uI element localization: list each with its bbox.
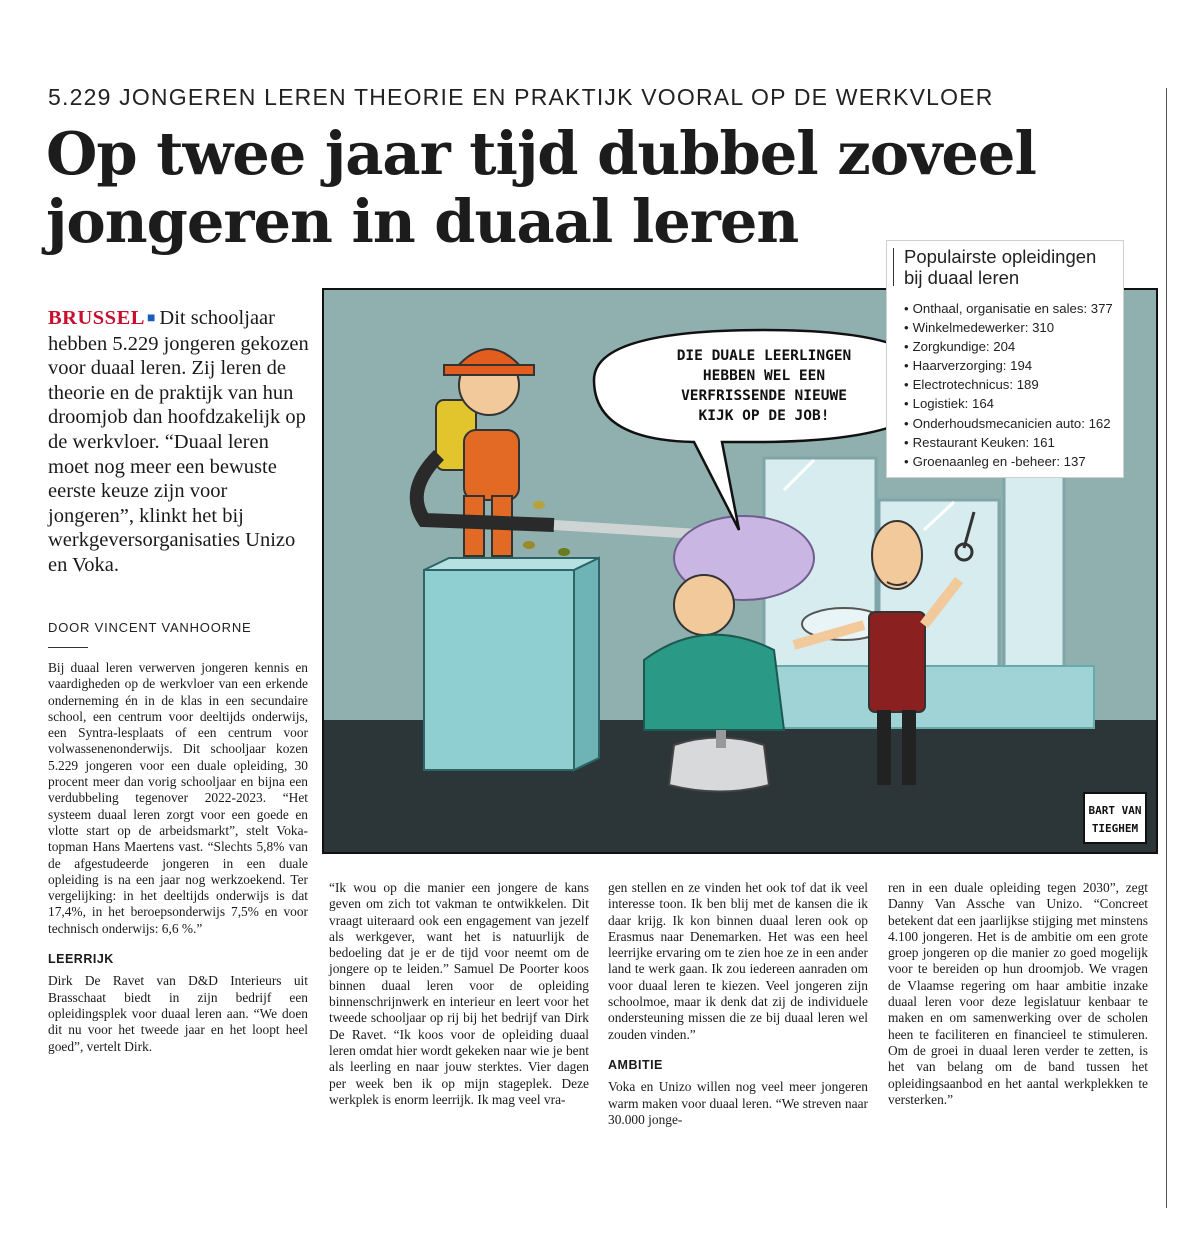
- list-item: • Electrotechnicus: 189: [904, 375, 1124, 394]
- body-column-4: [888, 880, 1148, 1108]
- body-column-1: [48, 660, 308, 1055]
- speech-line-4: KIJK OP DE JOB!: [698, 408, 830, 424]
- headline: Op twee jaar tijd dubbel zoveel jongeren in duaal leren: [46, 119, 1036, 256]
- body-column-3: [608, 880, 868, 1128]
- list-item: • Onthaal, organisatie en sales: 377: [904, 299, 1124, 318]
- list-item: • Haarverzorging: 194: [904, 356, 1124, 375]
- lead-text: Dit schooljaar hebben 5.229 jongeren gekozen voor duaal leren. Zij leren de theorie en de praktijk van hun droomjob dan hoofdzakelijk op de werkvloer. “Duaal leren moet nog meer een bewuste eerste keuze zijn voor jongeren”, klinkt het bij werkgeversorganisaties Unizo en Voka.: [48, 307, 309, 576]
- byline-rule: [48, 647, 88, 648]
- kicker: 5.229 JONGEREN LEREN THEORIE EN PRAKTIJK VOORAL OP DE WERKVLOER: [48, 84, 994, 110]
- list-item: • Zorgkundige: 204: [904, 337, 1124, 356]
- signature-line-2: TIEGHEM: [1091, 822, 1139, 835]
- list-item: • Onderhoudsmecanicien auto: 162: [904, 414, 1124, 433]
- body-paragraph: ren in een duale opleiding tegen 2030”, zegt Danny Van Assche van Unizo. “Concreet betekent dat een jaarlijkse stijging met minstens 4.100 jongeren. Het is de ambitie om een grote groep jongeren op die manier zo goed mogelijk voor te bereiden op hun droomjob. We vragen de Vlaamse regering om haar ambitie inzake duaal leren voor deze legislatuur kenbaar te maken en om samenwerking over de scholen heen te faciliteren en financieel te stimuleren. Om de groei in duaal leren verder te zetten, is het van belang om de band tussen het opleidingsaanbod en het aantal werkplekken te versterken.”: [888, 880, 1148, 1107]
- list-item: • Restaurant Keuken: 161: [904, 433, 1124, 452]
- list-item: • Groenaanleg en -beheer: 137: [904, 452, 1124, 471]
- signature-line-1: BART VAN: [1088, 804, 1142, 817]
- byline: DOOR VINCENT VANHOORNE: [48, 620, 252, 635]
- infobox-list: [904, 299, 1124, 471]
- body-paragraph: “Ik wou op die manier een jongere de kans geven om zich tot vakman te ontwikkelen. Dit vraagt uiteraard ook een engagement van jezelf als werkgever, want het is natuurlijk de bedoeling dat je er de tijd voor neemt om de jongere op te leiden.” Samuel De Poorter koos binnen duaal leren voor de opleiding binnenschrijnwerk en interieur en leert voor het tweede schooljaar op rij bij het bedrijf van Dirk De Ravet. “Ik koos voor de opleiding duaal leren omdat hier wordt gekeken naar wie je bent als leerling en naar jouw sterktes. Vier dagen per week ben ik op mijn stageplek. Deze werkplek is enorm leerrijk. Ik mag veel vra-: [329, 880, 589, 1107]
- body-paragraph: gen stellen en ze vinden het ook tof dat ik veel interesse toon. Ik ben blij met de kansen die ik daar krijg. Ik kon binnen duaal leren ook op Erasmus naar Denemarken. Het was een heel leerrijke ervaring om te zien hoe ze in een ander land te werk gaan. Ik zou iedereen aanraden om voor duaal leren te kiezen. Veel jongeren zijn schoolmoe, maar ik denk dat zij de individuele ondersteuning missen die ze bij duaal leren wel zouden vinden.”: [608, 880, 868, 1042]
- body-paragraph: Dirk De Ravet van D&D Interieurs uit Brasschaat biedt in zijn bedrijf een opleidingsplek voor duaal leren aan. “We doen dit nu voor het tweede jaar en het loopt heel goed”, vertelt Dirk.: [48, 973, 308, 1054]
- speech-line-2: HEBBEN WEL EEN: [702, 368, 826, 384]
- subheading-ambitie: AMBITIE: [608, 1057, 663, 1072]
- speech-line-3: VERFRISSENDE NIEUWE: [681, 388, 847, 404]
- lead-paragraph: [48, 306, 310, 578]
- infobox-rule: [893, 248, 894, 286]
- speech-line-1: DIE DUALE LEERLINGEN: [676, 348, 852, 364]
- subheading-leerrijk: LEERRIJK: [48, 952, 114, 967]
- infobox-title: Populairste opleidingen bij duaal leren: [904, 246, 1097, 288]
- dateline-square-icon: ■: [146, 311, 156, 326]
- list-item: • Logistiek: 164: [904, 394, 1124, 413]
- dateline: BRUSSEL: [48, 307, 145, 329]
- body-paragraph: Voka en Unizo willen nog veel meer jongeren warm maken voor duaal leren. “We streven naar 30.000 jonge-: [608, 1079, 868, 1127]
- column-rule: [1166, 88, 1167, 1208]
- list-item: • Winkelmedewerker: 310: [904, 318, 1124, 337]
- body-column-2: [329, 880, 589, 1108]
- body-paragraph: Bij duaal leren verwerven jongeren kennis en vaardigheden op de werkvloer van een erkende onderneming én in de klas in een secundaire school, een centrum voor deeltijds onderwijs, een Syntra-lesplaats of een centrum voor volwassenenonderwijs. Dit schooljaar kozen 5.229 jongeren voor een duale opleiding, 30 procent meer dan vorig schooljaar en bijna een verdubbeling tegenover 2022-2023. “Het systeem duaal leren zorgt voor een goede en vlotte start op de arbeidsmarkt”, stelt Voka-topman Hans Maertens vast. “Slechts 5,8% van de afgestudeerde jongeren in een duale opleiding is na een jaar nog werkzoekend. Ter vergelijking: in het deeltijds onderwijs is dat 17,4%, in het beroepsonderwijs 7,5% en voor technisch onderwijs: 6,6 %.”: [48, 660, 308, 936]
